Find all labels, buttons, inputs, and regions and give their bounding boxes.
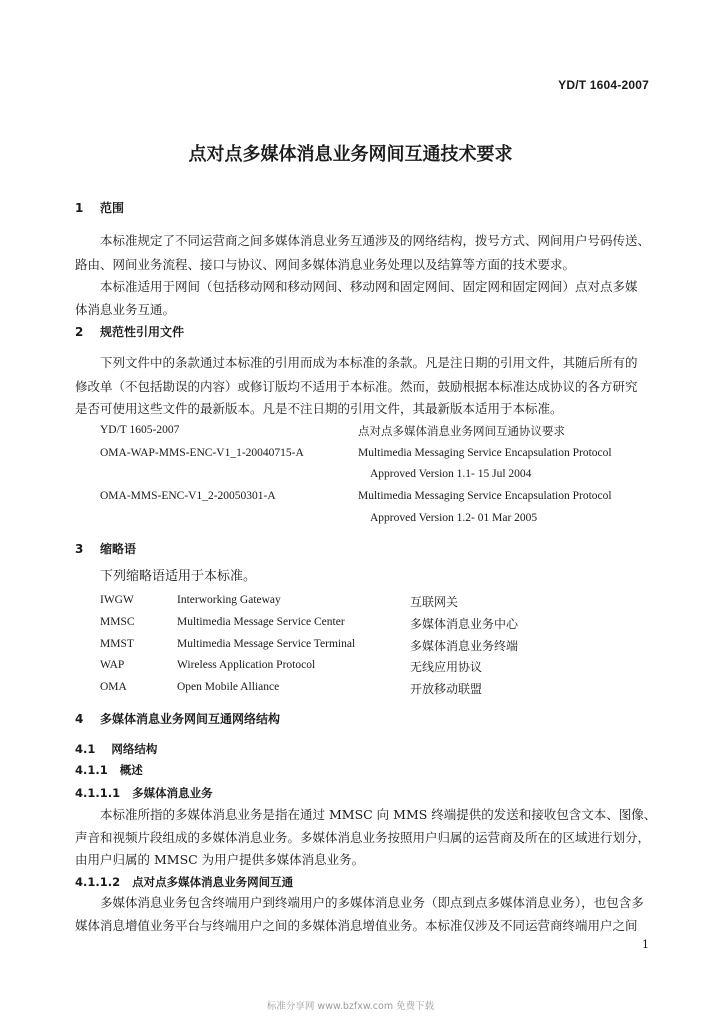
abbr-chinese: 无线应用协议 [410,660,483,674]
abbr-term: OMA [100,681,127,693]
abbr-term: MMST [100,638,134,650]
reference-title: Multimedia Messaging Service Encapsulation Protocol [358,447,612,459]
section-4-heading [75,710,280,727]
paragraph-line: 是否可使用这些文件的最新版本。凡是不注日期的引用文件，其最新版本适用于本标准。 [75,401,563,416]
abbr-english: Open Mobile Alliance [177,681,280,693]
section-2-heading [75,323,184,340]
abbr-english: Multimedia Message Service Terminal [177,638,356,650]
abbr-chinese: 互联网关 [410,595,459,609]
paragraph-line: 本标准所指的多媒体消息业务是指在通过 MMSC 向 MMS 终端提供的发送和接收包含文本、图像、 [100,807,657,822]
paragraph-line: 声音和视频片段组成的多媒体消息业务。多媒体消息业务按照用户归属的运营商及所在的区域进行划分， [75,830,651,845]
document-title: 点对点多媒体消息业务网间互通技术要求 [188,144,513,165]
reference-title: 点对点多媒体消息业务网间互通协议要求 [358,424,565,438]
section-title: 多媒体消息业务 [132,786,213,800]
paragraph-line: 本标准规定了不同运营商之间多媒体消息业务互通涉及的网络结构，拨号方式、网间用户号码传送、 [100,233,651,248]
section-number: 2 [75,325,84,339]
reference-title: Multimedia Messaging Service Encapsulation Protocol [358,490,612,502]
section-number: 1 [75,201,84,215]
paragraph-line: 路由、网间业务流程、接口与协议、网间多媒体消息业务处理以及结算等方面的技术要求。 [75,257,576,272]
paragraph-line: 体消息业务互通。 [75,302,176,317]
section-number: 4 [75,712,84,726]
section-title: 网络结构 [111,742,158,756]
section-number: 4.1.1.2 [75,875,121,889]
abbr-chinese: 开放移动联盟 [410,682,483,696]
section-title: 概述 [119,763,143,777]
standard-number: YD/T 1604-2007 [558,78,649,92]
paragraph-line: 本标准适用于网间（包括移动网和移动网间、移动网和固定网间、固定网和固定网间）点对点多媒 [100,279,638,294]
section-4-1-heading [75,741,157,757]
abbr-english: Interworking Gateway [177,594,281,606]
section-title: 多媒体消息业务网间互通网络结构 [100,712,281,726]
reference-version: Approved Version 1.1- 15 Jul 2004 [370,468,532,480]
section-4-1-1-heading [75,762,143,778]
abbr-term: WAP [100,659,125,671]
reference-code: OMA-MMS-ENC-V1_2-20050301-A [100,490,276,502]
page-number: 1 [642,938,649,951]
reference-code: YD/T 1605-2007 [100,424,180,436]
reference-code: OMA-WAP-MMS-ENC-V1_1-20040715-A [100,447,304,459]
section-title: 规范性引用文件 [100,325,185,339]
abbr-chinese: 多媒体消息业务终端 [410,639,519,653]
section-4-1-1-2-heading [75,874,293,890]
abbr-chinese: 多媒体消息业务中心 [410,617,519,631]
paragraph-line: 下列缩略语适用于本标准。 [100,569,257,584]
paragraph-line: 下列文件中的条款通过本标准的引用而成为本标准的条款。凡是注日期的引用文件，其随后所有的 [100,355,638,370]
section-number: 4.1 [75,742,96,756]
section-number: 4.1.1 [75,763,108,777]
abbr-english: Wireless Application Protocol [177,659,316,671]
reference-version: Approved Version 1.2- 01 Mar 2005 [370,512,538,524]
section-title: 点对点多媒体消息业务网间互通 [132,875,294,889]
section-number: 4.1.1.1 [75,786,121,800]
abbr-term: MMSC [100,616,135,628]
paragraph-line: 由用户归属的 MMSC 为用户提供多媒体消息业务。 [75,852,365,867]
paragraph-line: 修改单（不包括勘误的内容）或修订版均不适用于本标准。然而，鼓励根据本标准达成协议的各方研究 [75,379,638,394]
abbr-term: IWGW [100,594,134,606]
footer-watermark: 标准分享网 www.bzfxw.com 免费下载 [266,1001,435,1012]
section-title: 范围 [100,201,125,215]
abbr-english: Multimedia Message Service Center [177,616,345,628]
section-4-1-1-1-heading [75,785,213,801]
section-title: 缩略语 [100,542,137,556]
paragraph-line: 媒体消息增值业务平台与终端用户之间的多媒体消息增值业务。本标准仅涉及不同运营商终端用户之间 [75,918,638,933]
section-3-heading [75,540,136,557]
section-number: 3 [75,542,84,556]
section-1-heading [75,199,124,216]
paragraph-line: 多媒体消息业务包含终端用户到终端用户的多媒体消息业务（即点到点多媒体消息业务），也包含多 [100,895,644,910]
